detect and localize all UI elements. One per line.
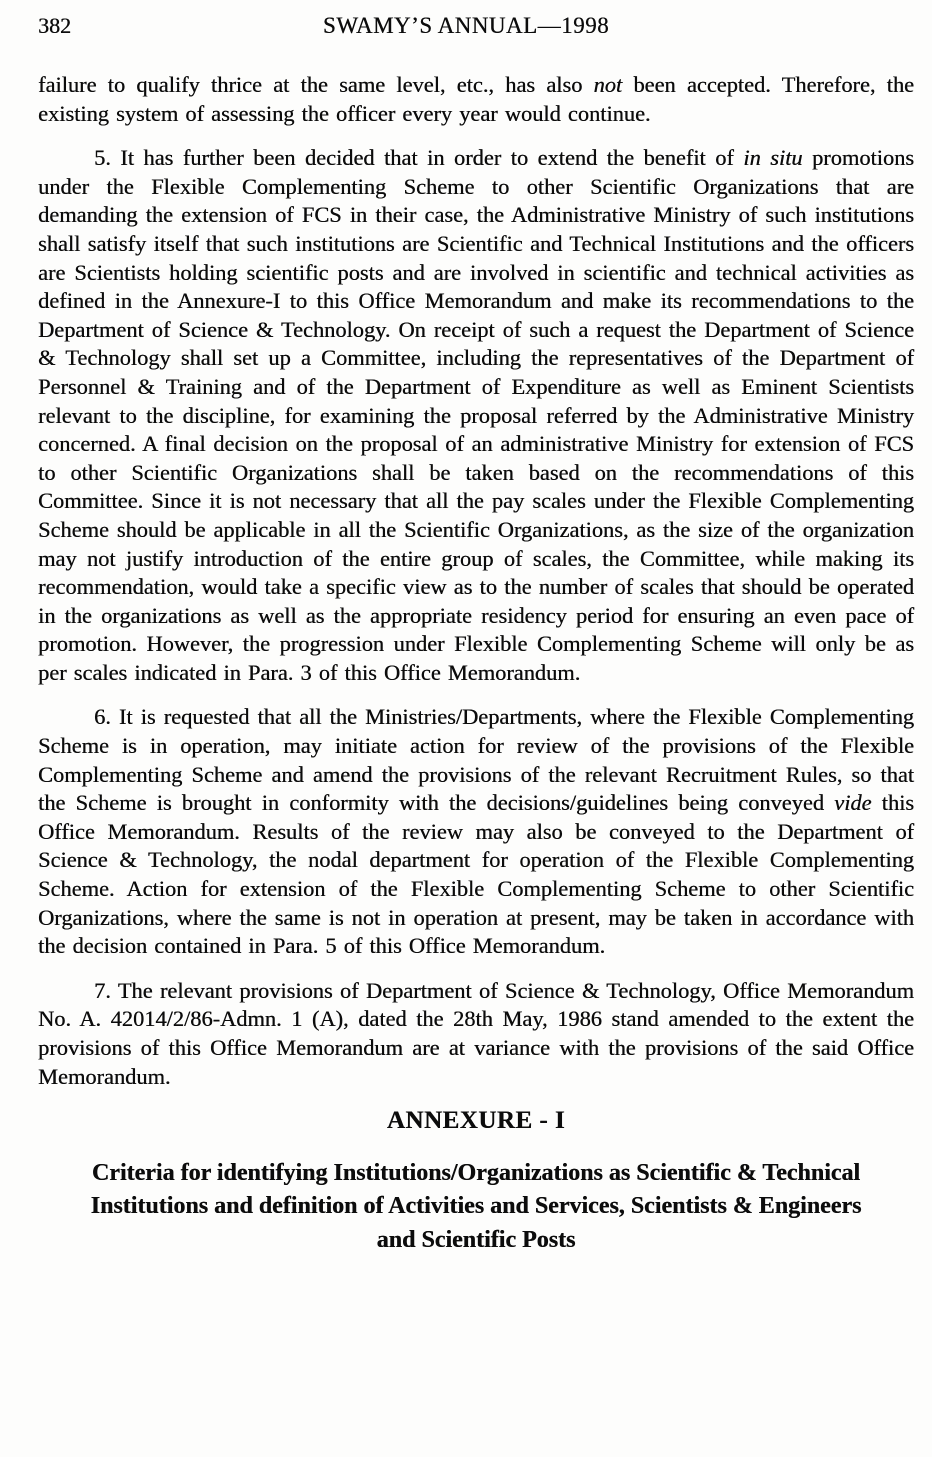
text-segment: been accepted. Therefore, the existing system of assessing the officer every year would continue. (38, 72, 914, 126)
text-segment: 7. The relevant provisions of Department of Science & Technology, Office Memorandum No. A. 42014/2/86-Admn. 1 (A), dated the 28th May, 1986 stand amended to the extent the provisions of this Office Memorandum are at variance with the provisions of the said Office Memorandum. (38, 977, 914, 1089)
paragraphs (38, 71, 914, 1091)
text-segment: 5. It has further been decided that in order to extend the benefit of (94, 145, 744, 171)
text-segment: this Office Memorandum. Results of the review may also be conveyed to the Department of Science & Technology, the nodal department for operation of the Flexible Complementing Scheme. Action for extension of the Flexible Complementing Scheme to other Scientific Organizations, where the same is not in operation at present, may be taken in accordance with the decision contained in Para. 5 of this Office Memorandum. (38, 790, 914, 959)
paragraph (38, 144, 914, 687)
annexure-subtitle: Criteria for identifying Institutions/Organizations as Scientific & Technical Institutions and definition of Activities and Services, Scientists & Engineers and Scientific Posts (90, 1159, 862, 1253)
italic-text-segment: vide (834, 790, 872, 816)
paragraph (38, 703, 914, 960)
page-number: 382 (38, 13, 71, 38)
text-segment: failure to qualify thrice at the same level, etc., has also (38, 72, 594, 97)
header-title: SWAMY’S ANNUAL—1998 (322, 13, 610, 38)
document-body (0, 71, 932, 1257)
text-segment: promotions under the Flexible Complementing Scheme to other Scientific Organizations that are demanding the extension of FCS in their case, the Administrative Ministry of such institutions shall satisfy itself that such institutions are Scientific and Technical Institutions and the officers are Scientists holding scientific posts and are involved in scientific and technical activities as defined in the Annexure-I to this Office Memorandum and make its recommendations to the Department of Science & Technology. On receipt of such a request the Department of Science & Technology shall set up a Committee, including the representatives of the Department of Personnel & Training and of the Department of Expenditure as well as Eminent Scientists relevant to the discipline, for examining the proposal referred by the Administrative Ministry concerned. A final decision on the proposal of an administrative Ministry for extension of FCS to other Scientific Organizations shall be taken based on the recommendations of this Committee. Since it is not necessary that all the pay scales under the Flexible Complementing Scheme should be applicable in all the Scientific Organizations, as the size of the organization may not justify introduction of the entire group of scales, the Committee, while making its recommendation, would take a specific view as to the number of scales that should be operated in the organizations as well as the appropriate residency period for ensuring an even pace of promotion. However, the progression under Flexible Complementing Scheme will only be as per scales indicated in Para. 3 of this Office Memorandum. (38, 145, 914, 685)
paragraph (38, 71, 914, 128)
italic-text-segment: not (593, 72, 623, 97)
annexure-title: ANNEXURE - I (386, 1107, 566, 1135)
italic-text-segment: in situ (743, 145, 803, 171)
page-header (0, 0, 932, 43)
paragraph (38, 977, 914, 1091)
text-segment: 6. It is requested that all the Ministries/Departments, where the Flexible Complementing Scheme is in operation, may initiate action for review of the provisions of the Flexible Complementing Scheme and amend the provisions of the relevant Recruitment Rules, so that the Scheme is brought in conformity with the decisions/guidelines being conveyed (38, 704, 914, 816)
